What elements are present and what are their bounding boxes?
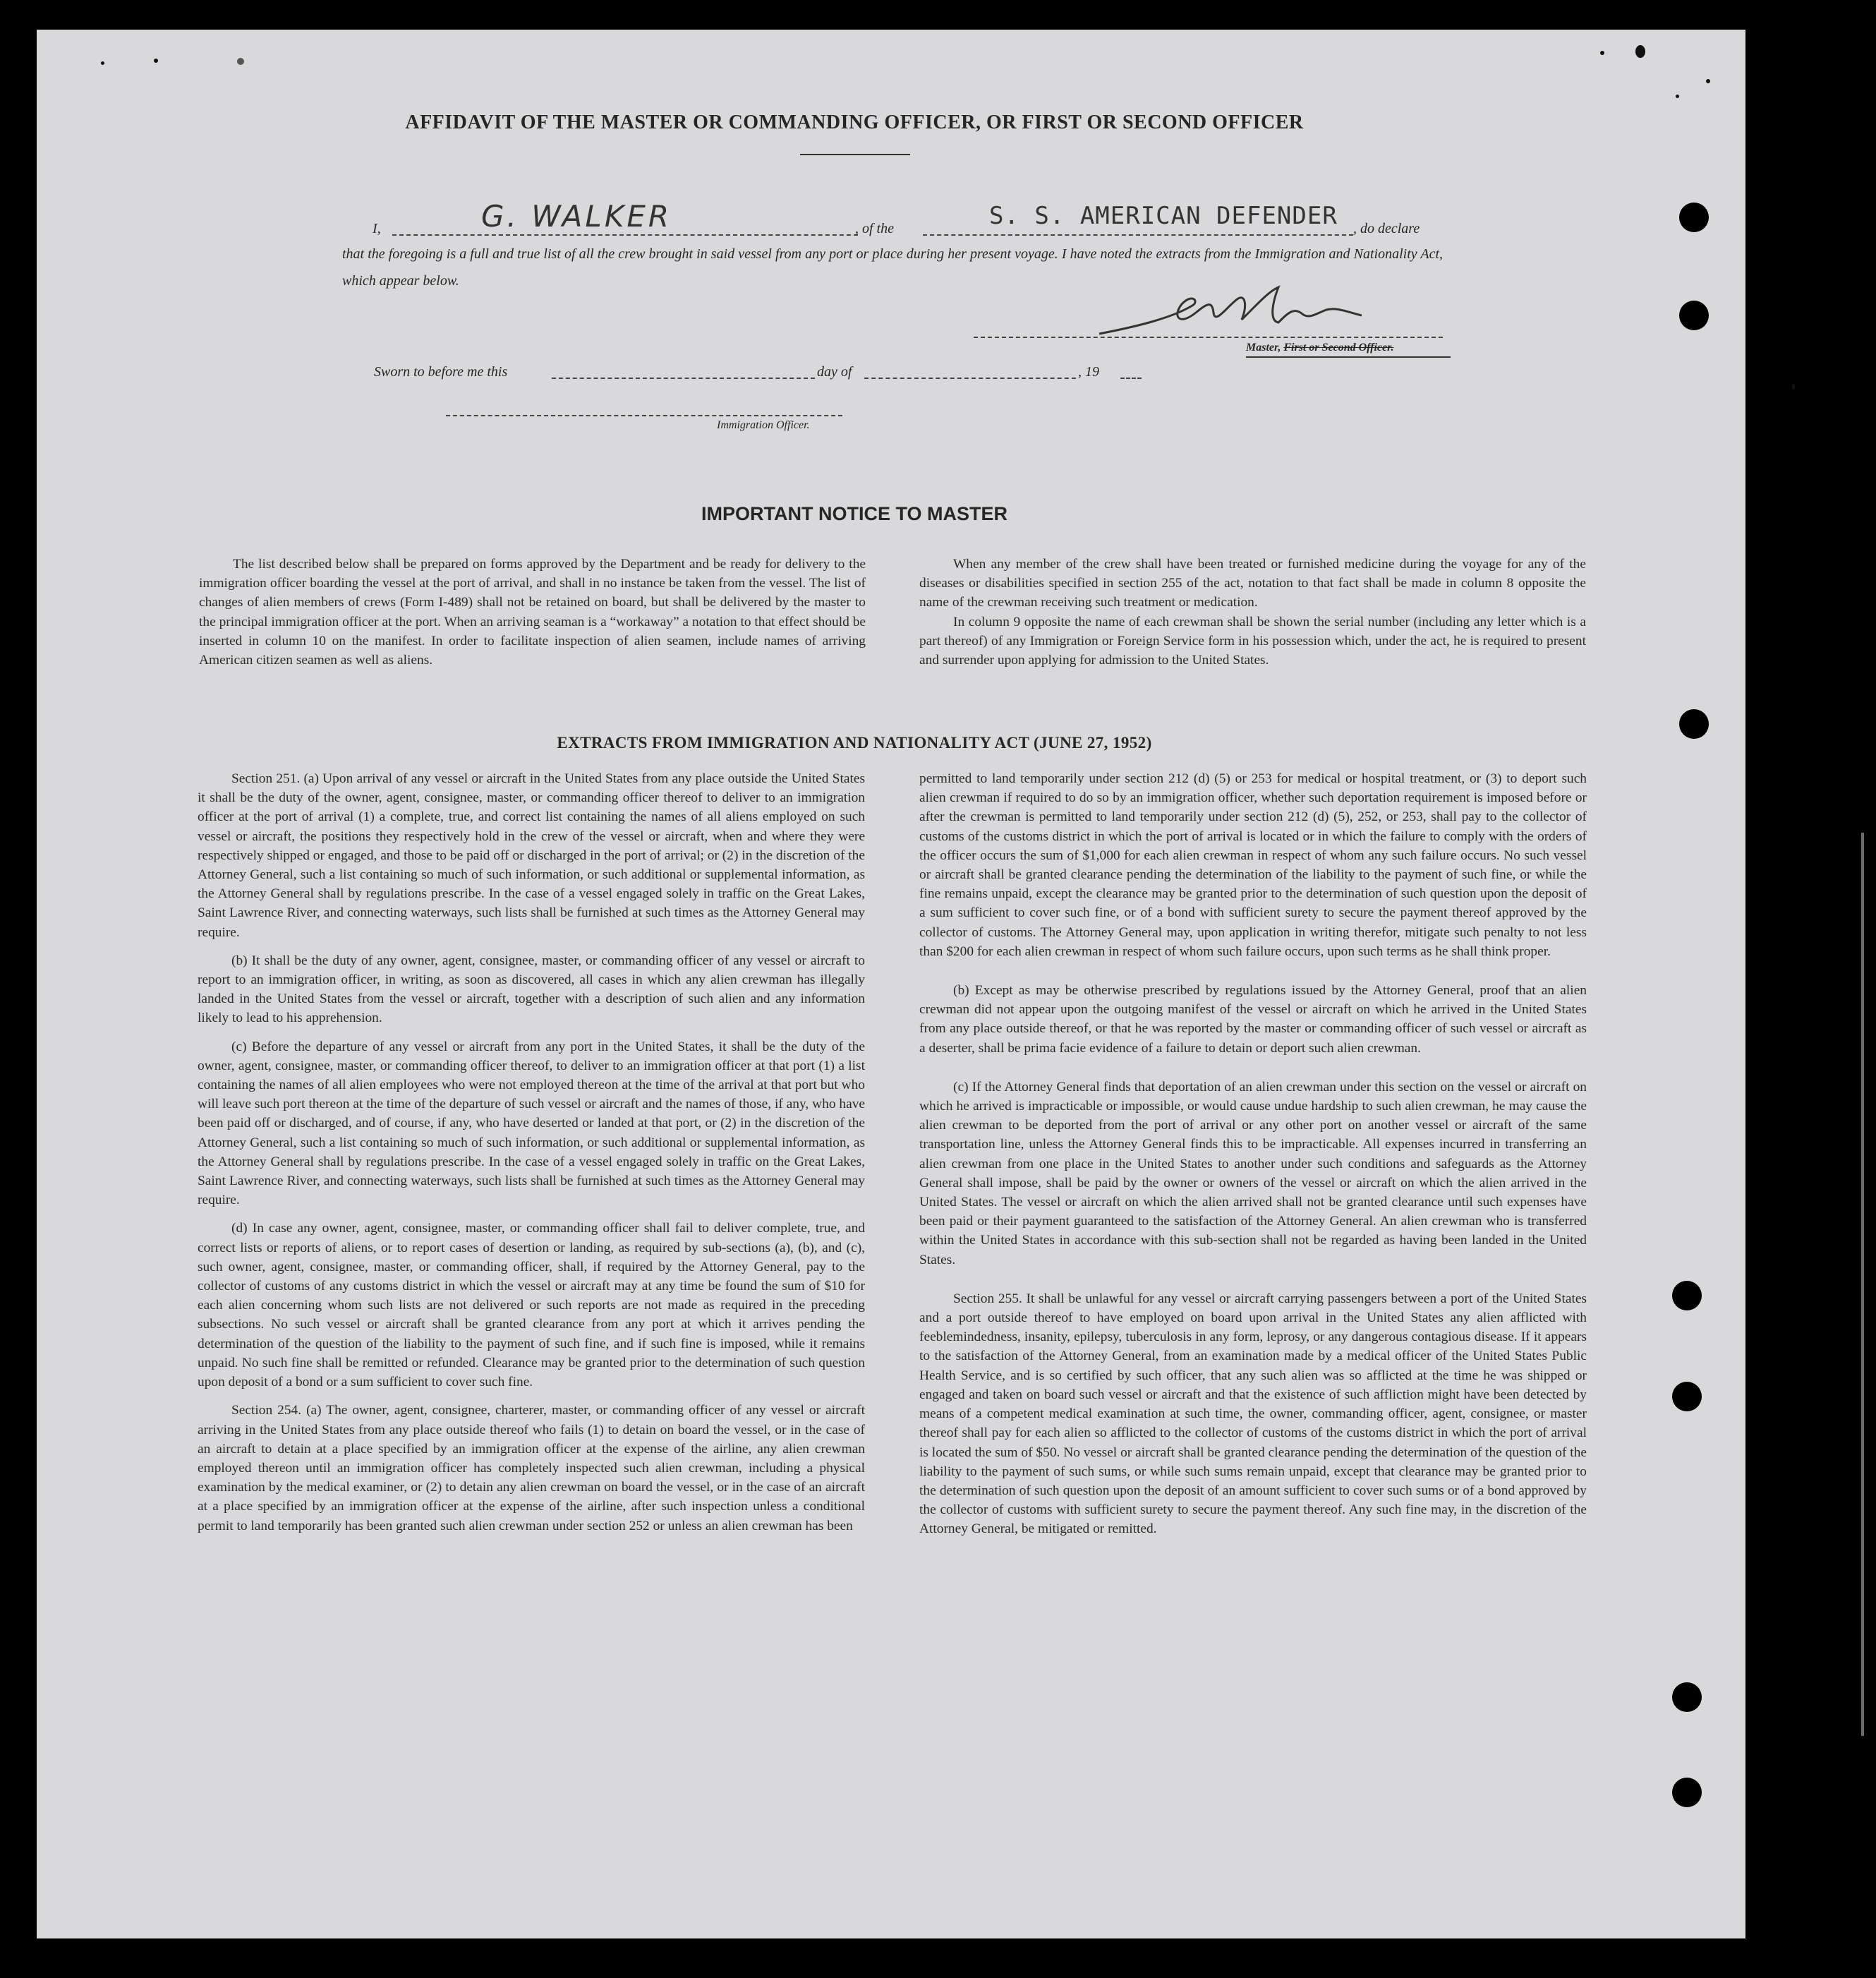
- day-of-label: day of: [817, 364, 852, 380]
- year-label: , 19: [1078, 364, 1099, 380]
- punch-hole-7: [1672, 1778, 1702, 1807]
- speck: [1635, 45, 1645, 58]
- speck: [237, 58, 244, 65]
- punch-hole-6: [1672, 1682, 1702, 1712]
- speck: [1600, 51, 1604, 55]
- do-declare-label: , do declare: [1353, 221, 1420, 236]
- extract-right-paragraph: (b) Except as may be otherwise prescribed by regulations issued by the Attorney General, proof that an alien crewman did not appear upon the outgoing manifest of the vessel or aircraft on which he arrived in the United States from any place outside thereof, or that he was reported by the master or commanding officer of such vessel or aircraft as a deserter, shall be prima facie evidence of a failure to detain or deport such alien crewman.: [919, 983, 1587, 1056]
- extracts-right-column: [919, 769, 1587, 1548]
- notice-title: IMPORTANT NOTICE TO MASTER: [701, 503, 1007, 524]
- punch-hole-4: [1672, 1281, 1702, 1310]
- punch-hole-2: [1679, 301, 1709, 330]
- extracts-left-column: [198, 769, 865, 1545]
- vessel-name: S. S. AMERICAN DEFENDER: [989, 202, 1338, 230]
- signature-caption-prefix: Master,: [1246, 342, 1284, 354]
- i-label: I,: [373, 221, 381, 236]
- extract-left-paragraph: (d) In case any owner, agent, consignee, master, or commanding officer shall fail to deliver complete, true, and correct lists or reports of aliens, or to report cases of desertion or landing, as required by sub-sections (a), (b), and (c), such owner, agent, consignee, master, or commanding officer, shall, if required by the Attorney General, pay to the collector of customs of any customs district in which the vessel or aircraft may at any time be found the sum of $10 for each alien concerning whom such lists are not delivered or such reports are not made as required in the preceding subsections. No such vessel or aircraft shall be granted clearance from any port at which it arrives pending the determination of the question of the liability to the payment of such fine, and if such fine is imposed, while it remains unpaid. No such fine shall be remitted or refunded. Clearance may be granted prior to the determination of such question upon deposit of a bond or a sum sufficient to cover such fine.: [198, 1221, 865, 1390]
- notice-left-paragraph: The list described below shall be prepared on forms approved by the Department and be ready for delivery to the immigration officer boarding the vessel at the port of arrival, and shall in no instance be taken from the vessel. The list of changes of alien members of crews (Form I-489) shall not be retained on board, but shall be delivered by the master to the principal immigration officer at the port. When an arriving seaman is a “workaway” a notation to that effect should be inserted in column 10 on the manifest. In order to facilitate inspection of alien seamen, include names of arriving American citizen seamen as well as aliens.: [199, 557, 866, 668]
- speck: [1792, 383, 1795, 390]
- extract-right-paragraph: permitted to land temporarily under section 212 (d) (5) or 253 for medical or hospital treatment, or (3) to deport such alien crewman if required to do so by an immigration officer, whether such deportation requirement is imposed before or after the crewman is permitted to land temporarily under section 212 (d) (5), 252, or 253, shall pay to the collector of customs of the customs district in which the port of arrival is located or in which the failure to comply with the orders of the officer occurs the sum of $1,000 for each alien crewman in respect of whom any such failure occurs. No such vessel or aircraft shall be granted clearance pending the determination of the liability to the payment of such fine, or while the fine remains unpaid, except the clearance may be granted prior to the determination of such question upon the deposit of a sum sufficient to cover such fine, or of a bond with sufficient surety to secure the payment thereof approved by the collector of customs. The Attorney General may, upon application in writing therefor, mitigate such penalty to not less than $200 for each alien crewman in respect of whom such failure occurs, upon such terms as he shall think proper.: [919, 771, 1587, 959]
- extract-left-paragraph: Section 251. (a) Upon arrival of any vessel or aircraft in the United States from any place outside the United States it shall be the duty of the owner, agent, consignee, master, or commanding officer thereof to deliver to an immigration officer at the port of arrival (1) a complete, true, and correct list containing the names of all aliens employed on such vessel or aircraft, the positions they respectively hold in the crew of the vessel or aircraft, when and where they were respectively shipped or engaged, and those to be paid off or discharged in the port of arrival; or (2) in the discretion of the Attorney General, such a list containing so much of such information, or such additional or supplemental information, as the Attorney General shall by regulations prescribe. In the case of a vessel engaged solely in traffic on the Great Lakes, Saint Lawrence River, and connecting waterways, such lists shall be furnished at such times as the Attorney General may require.: [198, 771, 865, 940]
- of-the-label: , of the: [855, 221, 894, 236]
- extract-right-paragraph: Section 255. It shall be unlawful for any vessel or aircraft carrying passengers between a port of the United States and a port outside thereof to have employed on board upon arrival in the United States any alien afflicted with feeblemindedness, insanity, epilepsy, tuberculosis in any form, leprosy, or any dangerous contagious disease. If it appears to the satisfaction of the Attorney General, from an examination made by a medical officer of the United States Public Health Service, and is so certified by such officer, that any such alien was so afflicted at the time he was shipped or engaged and taken on board such vessel or aircraft and that the existence of such affliction might have been detected by means of a competent medical examination at such time, the owner, commanding officer, agent, consignee, or master thereof shall pay for each alien so afflicted to the collector of customs of the customs district in which the port of arrival is located the sum of $50. No vessel or aircraft shall be granted clearance pending the determination of the question of the liability to the payment of such sums, or while such sums remain unpaid, except that clearance may be granted prior to the determination of such question upon the deposit of an amount sufficient to cover such sums or of a bond approved by the collector of customs with sufficient surety to secure the payment thereof. Any such fine may, in the discretion of the Attorney General, be mitigated or remitted.: [919, 1291, 1587, 1537]
- extract-right-paragraph: (c) If the Attorney General finds that deportation of an alien crewman under this section on the vessel or aircraft on which he arrived is impracticable or impossible, or would cause undue hardship to such alien crewman, he may cause the alien crewman to be deported from the port of arrival or any other port on another vessel or aircraft of the same transportation line, unless the Attorney General finds this to be impracticable. All expenses incurred in transferring an alien crewman from one place in the United States to another under such conditions and safeguards as the Attorney General shall impose, shall be paid by the owner or owners of the vessel or aircraft on which the alien arrived in the United States. The vessel or aircraft on which the alien arrived shall not be granted clearance until such expenses have been paid or their payment guaranteed to the satisfaction of the Attorney General. An alien crewman who is transferred within the United States in accordance with this sub-section shall not be regarded as having been landed in the United States.: [919, 1079, 1587, 1267]
- speck: [1706, 79, 1710, 83]
- master-name-handwritten: G. WALKER: [481, 199, 672, 234]
- scan-edge-line: [1861, 833, 1864, 1736]
- extracts-title: EXTRACTS FROM IMMIGRATION AND NATIONALITY ACT (JUNE 27, 1952): [557, 734, 1152, 752]
- extract-left-paragraph: Section 254. (a) The owner, agent, consignee, charterer, master, or commanding officer of any vessel or aircraft arriving in the United States from any place outside thereof who fails (1) to detain on board the vessel, or in the case of an aircraft to detain at a place specified by an immigration officer at the expense of the airline, any alien crewman employed thereon until an immigration officer has completely inspected such alien crewman, including a physical examination by the medical examiner, or (2) to detain any alien crewman on board the vessel, or in the case of an aircraft at a place specified by an immigration officer at the expense of the airline, after such inspection unless a conditional permit to land temporarily has been granted such alien crewman under section 252 or unless an alien crewman has been: [198, 1403, 865, 1533]
- sworn-year-blank: [1120, 378, 1142, 379]
- immigration-officer-line: [446, 415, 842, 416]
- notice-right-paragraph-2: In column 9 opposite the name of each crewman shall be shown the serial number (including any letter which is a part thereof) of any Immigration or Foreign Service form in his possession which, under the act, he is required to present and surrender upon applying for admission to the United States.: [919, 614, 1586, 668]
- name-blank-line: [392, 234, 858, 236]
- signature-caption-underline: [1246, 356, 1451, 358]
- speck: [101, 61, 104, 65]
- immigration-officer-caption: Immigration Officer.: [717, 419, 810, 431]
- vessel-blank-line: [923, 234, 1353, 236]
- extract-left-paragraph: (b) It shall be the duty of any owner, agent, consignee, master, or commanding officer of any vessel or aircraft to report to an immigration officer, in writing, as soon as discovered, all cases in which any alien crewman has illegally landed in the United States from the vessel or aircraft, together with a description of such alien and any information likely to lead to his apprehension.: [198, 953, 865, 1026]
- speck: [1676, 95, 1679, 98]
- affidavit-title: AFFIDAVIT OF THE MASTER OR COMMANDING OFFICER, OR FIRST OR SECOND OFFICER: [405, 111, 1304, 133]
- speck: [154, 59, 158, 63]
- signature-line: [974, 337, 1443, 338]
- extract-left-paragraph: (c) Before the departure of any vessel or aircraft from any port in the United States, it shall be the duty of the owner, agent, consignee, master, or commanding officer thereof, to deliver to an immigration officer at that port (1) a list containing the names of all alien employees who were not employed thereon at the time of the arrival at that port but who will leave such port thereon at the time of the departure of such vessel or aircraft and the names of those, if any, who have been paid off or discharged, and of course, if any, who have deserted or landed at that port, or (2) in the discretion of the Attorney General, such a list containing so much of such information, or such additional or supplemental information, as the Attorney General shall by regulations prescribe. In the case of a vessel engaged solely in traffic on the Great Lakes, Saint Lawrence River, and connecting waterways, such lists shall be furnished at such times as the Attorney General may require.: [198, 1039, 865, 1208]
- punch-hole-5: [1672, 1382, 1702, 1411]
- notice-left-column: [199, 555, 866, 679]
- notice-right-paragraph-1: When any member of the crew shall have been treated or furnished medicine during the voyage for any of the diseases or disabilities specified in section 255 of the act, notation to that fact shall be made in column 8 opposite the name of the crewman receiving such treatment or medication.: [919, 557, 1586, 610]
- sworn-month-blank: [864, 378, 1076, 379]
- master-signature: [1094, 284, 1390, 341]
- sworn-day-blank: [552, 378, 815, 379]
- punch-hole-1: [1679, 203, 1709, 232]
- signature-caption-struck: First or Second Officer.: [1283, 342, 1394, 354]
- title-rule: [800, 154, 910, 155]
- signature-caption: [1246, 342, 1394, 354]
- declaration-text: that the foregoing is a full and true list of all the crew brought in said vessel from any port or place during her present voyage. I have noted the extracts from the Immigration and Nationality Act, which appear below.: [342, 246, 1443, 289]
- sworn-label: Sworn to before me this: [374, 364, 508, 380]
- notice-right-column: [919, 555, 1586, 679]
